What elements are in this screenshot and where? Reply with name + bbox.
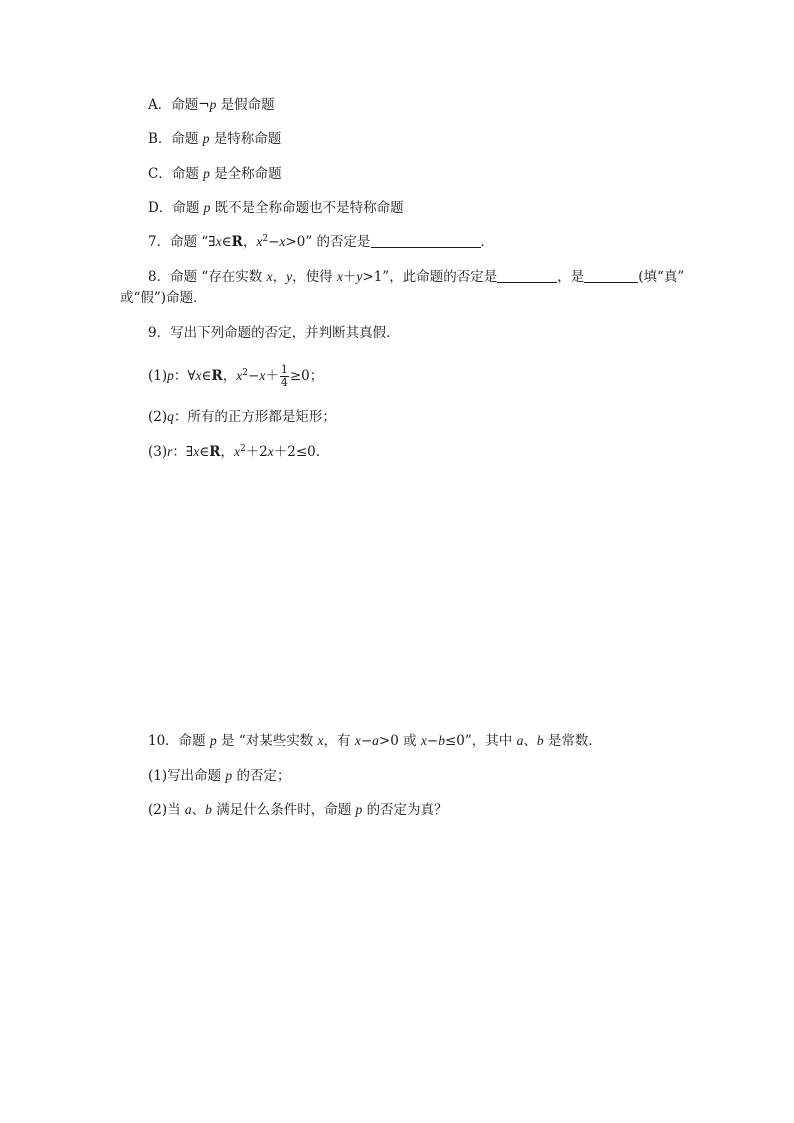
- question-8-line-1: 8．命题 “存在实数 x，y，使得 x＋y>1”，此命题的否定是 ，是 (填“真”: [148, 269, 685, 285]
- answer-blank[interactable]: [584, 268, 638, 283]
- question-9-part-1: (1)p：∀x∈R，$x^2-x+$ $\frac{1}{4}$ ≥0；: [148, 363, 324, 389]
- question-9-part-3: (3)r：∃x∈R，$x^2+2x+2\le 0$.: [148, 444, 321, 460]
- question-9-stem: 9．写出下列命题的否定，并判断其真假．: [148, 325, 400, 341]
- fraction-one-quarter: $\frac{1}{4}$: [280, 363, 288, 389]
- answer-blank[interactable]: [371, 233, 481, 248]
- option-b: B．命题 p 是特称命题: [148, 131, 282, 147]
- question-8-line-2: 或“假”)命题．: [120, 290, 207, 306]
- question-7: 7．命题 “∃x∈R，$x^2-x>0$” 的否定是 ．: [148, 234, 495, 250]
- option-a: A．命题¬p 是假命题: [148, 97, 275, 113]
- answer-blank[interactable]: [497, 268, 557, 283]
- question-10-stem: 10．命题 p 是 “对某些实数 x，有 x−a>0 或 x−b≤0”，其中 a、b 是常数．: [148, 733, 602, 749]
- question-10-part-1: (1)写出命题 p 的否定；: [148, 768, 291, 784]
- option-c: C．命题 p 是全称命题: [148, 166, 282, 182]
- question-10-part-2: (2)当 a、b 满足什么条件时，命题 p 的否定为真？: [148, 802, 448, 818]
- question-9-part-2: (2)q：所有的正方形都是矩形；: [148, 409, 336, 425]
- option-d: D．命题 p 既不是全称命题也不是特称命题: [148, 200, 404, 216]
